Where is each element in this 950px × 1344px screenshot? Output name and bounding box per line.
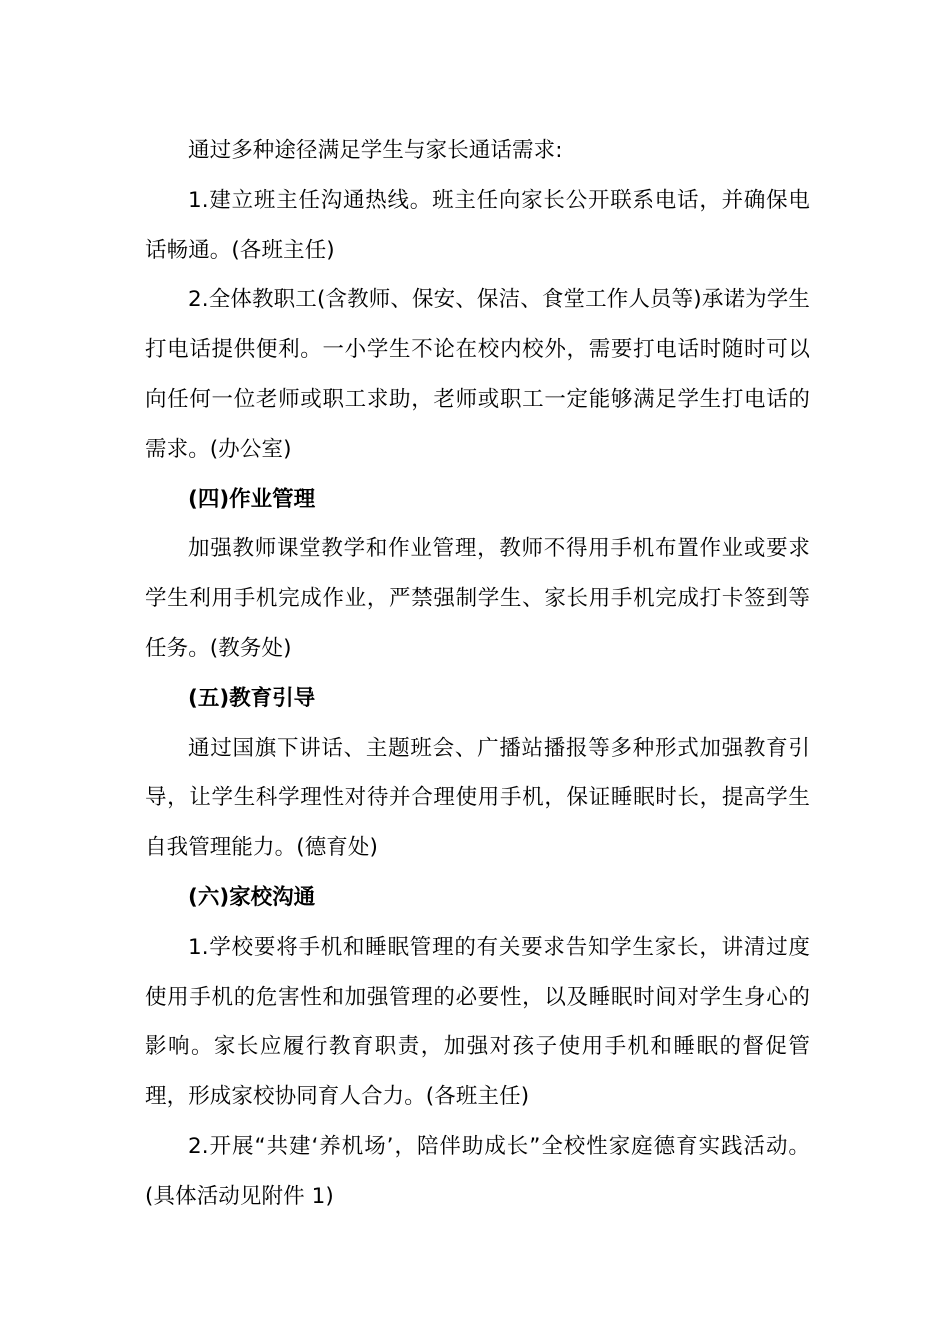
section-heading-guidance: (五)教育引导 <box>188 685 316 711</box>
paragraph-homework: 加强教师课堂教学和作业管理，教师不得用手机布置作业或要求学生利用手机完成作业，严禁强制学生、家长用手机完成打卡签到等任务。(教务处) <box>145 536 810 661</box>
paragraph-guidance: 通过国旗下讲话、主题班会、广播站播报等多种形式加强教育引导，让学生科学理性对待并合理使用手机，保证睡眠时长，提高学生自我管理能力。(德育处) <box>145 735 810 861</box>
document-body <box>145 126 810 1222</box>
paragraph-intro: 通过多种途径满足学生与家长通话需求: <box>188 138 563 163</box>
paragraph-item-staff: 2.全体教职工(含教师、保安、保洁、食堂工作人员等)承诺为学生打电话提供便利。一小学生不论在校内校外，需要打电话时随时可以向任何一位老师或职工求助，老师或职工一定能够满足学生打电话的需求。(办公室) <box>145 287 810 462</box>
paragraph-home-school-2: 2.开展“共建‘养机场’，陪伴助成长”全校性家庭德育实践活动。(具体活动见附件 1) <box>145 1133 810 1209</box>
paragraph-item-hotline: 1.建立班主任沟通热线。班主任向家长公开联系电话，并确保电话畅通。(各班主任) <box>145 187 810 263</box>
section-heading-homework: (四)作业管理 <box>188 486 316 512</box>
section-heading-home-school: (六)家校沟通 <box>188 884 316 910</box>
paragraph-home-school-1: 1.学校要将手机和睡眠管理的有关要求告知学生家长，讲清过度使用手机的危害性和加强管理的必要性，以及睡眠时间对学生身心的影响。家长应履行教育职责，加强对孩子使用手机和睡眠的督促管理，形成家校协同育人合力。(各班主任) <box>145 934 810 1110</box>
